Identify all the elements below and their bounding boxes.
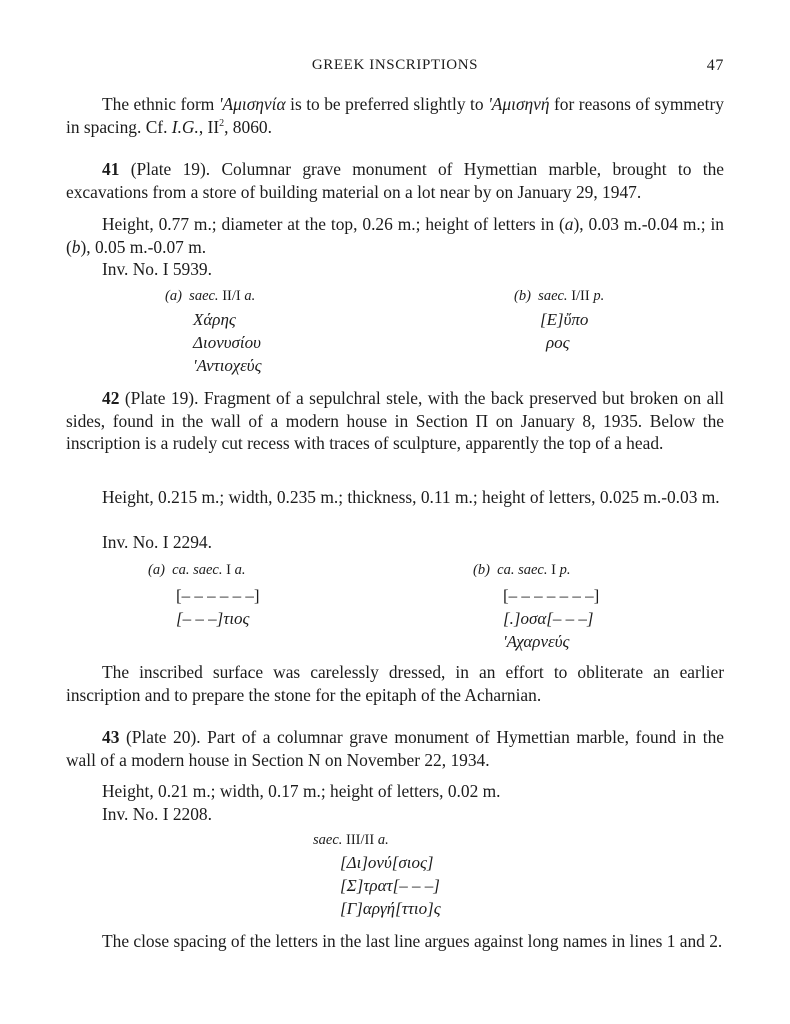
inscription-line: [– – – – – –] bbox=[176, 586, 260, 605]
intro-text-mid: is to be preferred slightly to bbox=[285, 94, 489, 114]
measure-label-b: b bbox=[71, 236, 81, 257]
entry-43-inventory: Inv. No. I 2208. bbox=[102, 804, 212, 824]
running-head bbox=[66, 57, 724, 79]
measure-text: Height, 0.77 m.; diameter at the top, 0.26 m.; height of letters in ( bbox=[102, 214, 565, 234]
date-saec: saec. bbox=[313, 832, 343, 848]
date-saec: ca. saec. bbox=[497, 562, 548, 578]
date-era: a. bbox=[377, 832, 389, 848]
entry-43-note: The close spacing of the letters in the last line argues against long names in lines 1 and 2. bbox=[102, 931, 723, 951]
entry-42-inventory: Inv. No. I 2294. bbox=[102, 532, 212, 552]
date-era: p. bbox=[559, 562, 571, 578]
ig-superscript: 2 bbox=[219, 117, 225, 129]
label-a: (a) bbox=[148, 562, 165, 578]
date-era: p. bbox=[593, 288, 605, 304]
intro-text: The ethnic form bbox=[102, 94, 219, 114]
inscription-line: [Γ]αργή[ττιο]ς bbox=[340, 899, 441, 918]
entry-42-note: The inscribed surface was carelessly dressed, in an effort to obliterate an earlier inscription and to prepare the stone for the epitaph of the Acharnian. bbox=[66, 662, 724, 705]
entry-41-a-text bbox=[193, 309, 236, 332]
intro-paragraph bbox=[66, 93, 724, 138]
entry-43-measurements: Height, 0.21 m.; width, 0.17 m.; height of letters, 0.02 m. bbox=[102, 781, 501, 801]
entry-41-number: 41 bbox=[102, 159, 120, 179]
label-b: (b) bbox=[473, 562, 490, 578]
inscription-line: [Ε]ὔπο bbox=[540, 310, 589, 329]
entry-43-number: 43 bbox=[102, 727, 120, 747]
inscription-line: [– – –]τιος bbox=[176, 609, 250, 628]
date-era: a. bbox=[244, 288, 256, 304]
page bbox=[66, 0, 724, 1024]
inscription-line: 'Αχαρνεύς bbox=[503, 632, 570, 651]
ig-reference: I.G. bbox=[171, 116, 199, 137]
date-saec: saec. bbox=[189, 288, 219, 304]
entry-42-measurements: Height, 0.215 m.; width, 0.235 m.; thickness, 0.11 m.; height of letters, 0.025 m.-0.03 m. bbox=[102, 487, 720, 507]
entry-42-number: 42 bbox=[102, 388, 120, 408]
date-century: I bbox=[222, 562, 235, 578]
greek-form-preferred: 'Αμισηνία bbox=[218, 94, 286, 114]
entry-42-description bbox=[66, 387, 724, 455]
inscription-line: [Δι]ονύ[σιος] bbox=[340, 853, 434, 872]
entry-43-text-3 bbox=[340, 898, 441, 921]
page-number: 47 bbox=[706, 57, 724, 74]
entry-41-measurements bbox=[66, 213, 724, 258]
date-century: III/II bbox=[342, 832, 378, 848]
entry-43-text: (Plate 20). Part of a columnar grave monument of Hymettian marble, found in the wall of a modern house in Section N on November 22, 1934. bbox=[66, 727, 724, 770]
entry-41-b-text-2 bbox=[546, 332, 570, 355]
entry-43-date bbox=[313, 830, 389, 850]
label-a: (a) bbox=[165, 288, 182, 304]
entry-41-text: (Plate 19). Columnar grave monument of Hymettian marble, brought to the excavations from a store of building material on a lot near by on January 29, 1947. bbox=[66, 159, 724, 202]
entry-43-text-2 bbox=[340, 875, 440, 898]
label-b: (b) bbox=[514, 288, 531, 304]
inscription-line: Διονυσίου bbox=[193, 333, 261, 352]
inscription-line: [– – – – – – –] bbox=[503, 586, 600, 605]
entry-41-a-text-3 bbox=[193, 355, 261, 378]
measure-text-b: ), 0.03 m.-0.04 m.; in ( bbox=[66, 214, 724, 257]
measure-end: ), 0.05 m.-0.07 m. bbox=[80, 236, 207, 257]
entry-41-description bbox=[66, 158, 724, 203]
entry-42-b-text-2 bbox=[503, 608, 594, 631]
running-head-title: GREEK INSCRIPTIONS bbox=[311, 57, 479, 73]
entry-42-b-text-3 bbox=[503, 631, 569, 654]
date-century: I bbox=[547, 562, 560, 578]
intro-text-after: for reasons of symmetry in spacing. Cf. bbox=[66, 94, 724, 137]
entry-41-a-date bbox=[165, 286, 255, 306]
inscription-line: 'Αντιοχεύς bbox=[193, 356, 262, 375]
entry-41-b-text bbox=[540, 309, 588, 332]
inscription-line: [Σ]τρατ[– – –] bbox=[340, 876, 440, 895]
ig-after: , II bbox=[198, 116, 220, 137]
date-century: II/I bbox=[218, 288, 245, 304]
entry-42-a-text bbox=[176, 585, 260, 608]
inscription-line: [.]οσα[– – –] bbox=[503, 609, 594, 628]
entry-41-inventory: Inv. No. I 5939. bbox=[102, 259, 212, 279]
entry-42-b-text bbox=[503, 585, 599, 608]
date-saec: saec. bbox=[538, 288, 568, 304]
entry-42-a-date bbox=[148, 560, 245, 580]
greek-form-other: 'Αμισηνή bbox=[488, 94, 550, 114]
entry-42-b-date bbox=[473, 560, 570, 580]
date-century: I/II bbox=[567, 288, 594, 304]
inscription-line: ρος bbox=[546, 333, 570, 352]
entry-42-a-text-2 bbox=[176, 608, 249, 631]
entry-41-a-text-2 bbox=[193, 332, 261, 355]
entry-42-text: (Plate 19). Fragment of a sepulchral stele, with the back preserved but broken on all sides, found in the wall of a modern house in Section Π on January 8, 1935. Below the inscription is a rudely cut recess with traces of sculpture, apparently the top of a head. bbox=[66, 388, 724, 453]
date-saec: ca. saec. bbox=[172, 562, 223, 578]
inscription-line: Χάρης bbox=[193, 310, 236, 329]
entry-43-description bbox=[66, 726, 724, 771]
ig-end: , 8060. bbox=[224, 116, 272, 137]
date-era: a. bbox=[234, 562, 246, 578]
entry-41-b-date bbox=[514, 286, 604, 306]
measure-label-a: a bbox=[564, 214, 574, 234]
entry-43-text bbox=[340, 852, 434, 875]
